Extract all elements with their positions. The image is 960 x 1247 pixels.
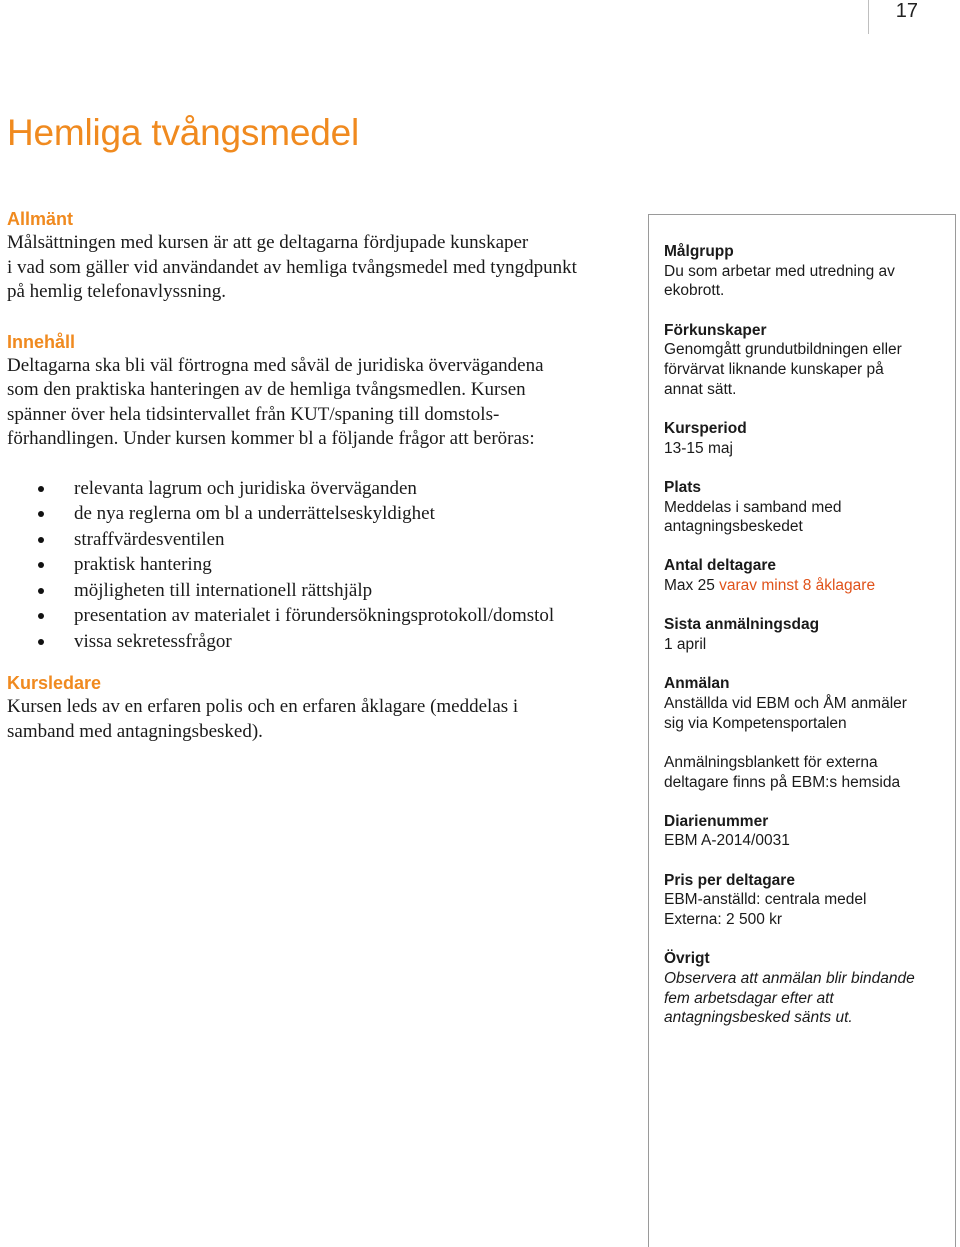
info-value: EBM-anställd: centrala medel [664,891,867,909]
topic-list [7,476,627,655]
bullet-icon [38,588,44,594]
innehall-line: Deltagarna ska bli väl förtrogna med såväl de juridiska övervägandena [7,354,544,376]
info-value: sig via Kompetensportalen [664,714,847,732]
allmant-line: i vad som gäller vid användandet av hemliga tvångsmedel med tyngdpunkt [7,256,577,278]
section-allmant [7,208,627,305]
bullet-icon [38,537,44,543]
list-item-text: relevanta lagrum och juridiska överväganden [74,477,417,499]
list-item [7,476,627,502]
list-item [7,578,627,604]
page-number: 17 [895,0,918,22]
course-info-box [648,214,956,1247]
allmant-line: Målsättningen med kursen är att ge deltagarna fördjupade kunskaper [7,232,529,253]
info-value: Meddelas i samband med [664,498,842,516]
bullet-icon [38,511,44,517]
info-label: Övrigt [664,950,710,968]
info-blankett [664,753,955,792]
info-label: Målgrupp [664,243,734,260]
innehall-line: förhandlingen. Under kursen kommer bl a följande frågor att beröras: [7,428,535,449]
kursledare-line: Kursen leds av en erfaren polis och en erfaren åklagare (meddelas i [7,696,519,717]
main-content [7,208,627,744]
info-label: Anmälan [664,675,730,693]
info-label: Antal deltagare [664,557,776,575]
list-item-text: presentation av materialet i förundersökningsprotokoll/domstol [74,605,555,626]
info-kursperiod [664,419,955,458]
page-number-divider [868,0,869,34]
list-item-text: vissa sekretessfrågor [74,630,232,652]
info-value: deltagare finns på EBM:s hemsida [664,773,901,791]
info-value: förvärvat liknande kunskaper på [664,361,884,379]
kursledare-text [7,695,627,744]
section-heading-innehall: Innehåll [7,331,76,352]
info-ovrigt [664,949,955,1028]
bullet-icon [38,639,44,645]
info-value: ekobrott. [664,282,725,300]
info-plats [664,478,955,537]
kursledare-line: samband med antagningsbesked). [7,720,263,742]
info-label: Kursperiod [664,419,747,437]
list-item-text: straffvärdesventilen [74,528,225,550]
info-pris [664,871,955,930]
info-value: antagningsbeskedet [664,518,803,536]
section-heading-allmant: Allmänt [7,209,74,229]
innehall-line: spänner över hela tidsintervallet från KUT/spaning till domstols- [7,403,500,425]
info-forkunskaper [664,321,955,400]
section-kursledare [7,672,627,744]
info-label: Diarienummer [664,812,769,830]
info-label: Plats [664,478,702,496]
section-innehall [7,331,627,655]
info-value: annat sätt. [664,380,737,398]
info-antal-deltagare [664,556,955,595]
info-malgrupp [664,242,955,301]
innehall-text [7,354,627,452]
list-item [7,552,627,578]
list-item-text: de nya reglerna om bl a underrättelseskyldighet [74,503,435,524]
info-label: Förkunskaper [664,321,767,339]
info-value: Observera att anmälan blir bindande [664,969,915,987]
list-item [7,501,627,527]
info-value: Anställda vid EBM och ÅM anmäler [664,694,907,712]
bullet-icon [38,486,44,492]
info-value: antagningsbesked sänts ut. [664,1009,853,1027]
info-value: Genomgått grundutbildningen eller [664,341,902,359]
info-diarienummer [664,812,955,851]
list-item [7,603,627,629]
info-value: EBM A-2014/0031 [664,832,790,850]
info-value: 13-15 maj [664,439,733,457]
info-value: 1 april [664,636,707,654]
info-sista-anmalningsdag [664,615,955,654]
section-heading-kursledare: Kursledare [7,673,102,693]
info-value: fem arbetsdagar efter att [664,989,834,1007]
info-anmalan [664,674,955,733]
antal-max: Max 25 [664,577,720,595]
info-value: Anmälningsblankett för externa [664,753,878,771]
list-item [7,527,627,553]
info-label: Sista anmälningsdag [664,616,820,634]
info-label: Pris per deltagare [664,871,795,889]
info-value: Externa: 2 500 kr [664,911,783,929]
allmant-line: på hemlig telefonavlyssning. [7,281,226,302]
info-value [664,576,955,596]
page-title: Hemliga tvångsmedel [7,112,359,153]
allmant-text [7,231,627,305]
info-value: Du som arbetar med utredning av [664,262,895,280]
list-item-text: praktisk hantering [74,554,212,575]
bullet-icon [38,613,44,619]
antal-highlight: varav minst 8 åklagare [719,577,876,595]
innehall-line: som den praktiska hanteringen av de hemliga tvångsmedlen. Kursen [7,379,526,400]
bullet-icon [38,562,44,568]
list-item [7,629,627,655]
list-item-text: möjligheten till internationell rättshjälp [74,579,373,601]
